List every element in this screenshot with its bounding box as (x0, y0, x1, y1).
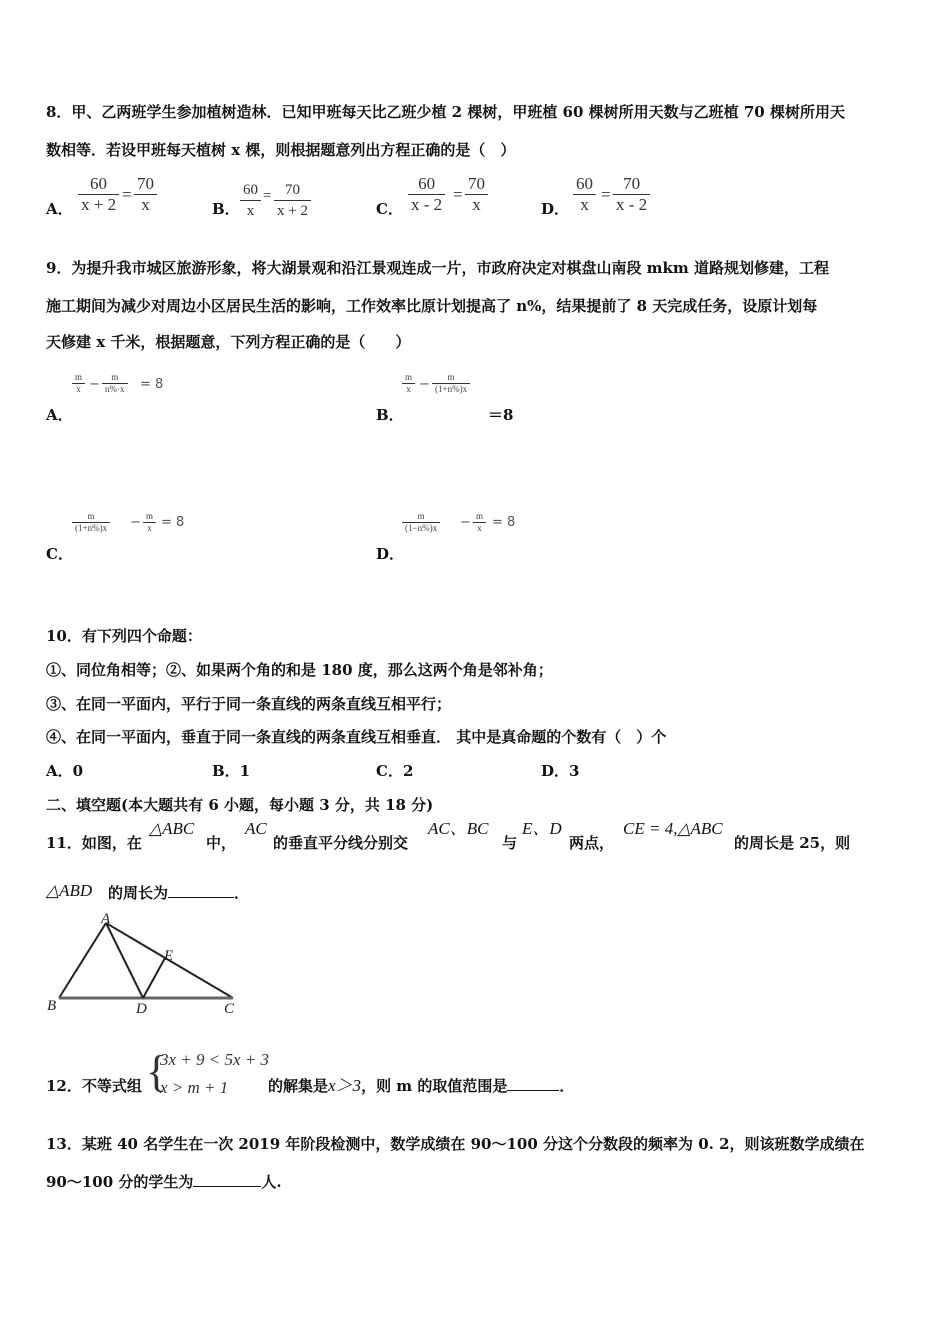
q11-math-e-d: E、D (522, 819, 562, 838)
equation-tail: = 8 (161, 515, 185, 530)
q11-text-2: 中， (206, 834, 237, 852)
denominator: (1+n%)x (72, 522, 110, 534)
equals-sign: = (263, 188, 272, 204)
label-e: E (164, 948, 174, 964)
q11-math-ac-bc: AC、BC (428, 819, 489, 838)
numerator: m (447, 372, 455, 382)
q11-math-triangle-abd: △ABD (46, 881, 93, 900)
numerator: m (405, 372, 413, 382)
q12-end: ． (559, 1077, 575, 1095)
q9-line3: 天修建 x 千米，根据题意，下列方程正确的是（ ） (46, 333, 411, 351)
numerator: 60 (90, 174, 108, 193)
q10-option-a: A．0 (46, 762, 84, 780)
answer-blank (193, 1172, 261, 1187)
equals-sign: = (601, 185, 611, 204)
q11-text-5: 两点， (569, 834, 615, 852)
label-d: D (136, 1001, 147, 1017)
q11-text-1: 11．如图，在 (46, 834, 142, 852)
inequality-2: x > m + 1 (160, 1078, 229, 1097)
q11-text-7: 的周长为 (108, 884, 169, 902)
q11-math-triangle-abc: △ABC (149, 819, 195, 838)
denominator: x (143, 522, 156, 534)
denominator: x (134, 194, 157, 215)
segment-ab (59, 923, 106, 998)
denominator: n%·x (102, 383, 128, 395)
q12-answer-line (268, 1076, 574, 1096)
q11-math-ce: CE = 4,△ABC (623, 819, 723, 838)
denominator: x (473, 522, 486, 534)
label-b: B (47, 998, 57, 1014)
option-label: C． (46, 545, 73, 563)
q13-line1: 13．某班 40 名学生在一次 2019 年阶段检测中，数学成绩在 90～100 分这个分数段的频率为 0. 2，则该班数学成绩在 (46, 1135, 865, 1153)
q12-lead: 12．不等式组 (46, 1077, 142, 1095)
denominator: x - 2 (613, 194, 650, 215)
denominator: x (465, 194, 488, 215)
triangle-figure (40, 908, 250, 1018)
label-a: A (101, 911, 111, 927)
equation-tail: = 8 (492, 515, 516, 530)
numerator: 70 (623, 174, 641, 193)
numerator: m (476, 511, 484, 521)
answer-blank (507, 1076, 559, 1091)
minus-sign: − (89, 377, 100, 392)
option-label: D． (376, 545, 405, 563)
answer-blank (168, 883, 234, 898)
denominator: x - 2 (408, 194, 445, 215)
q10-proposition-4: ④、在同一平面内，垂直于同一条直线的两条直线互相垂直． 其中是真命题的个数有（ ）个 (46, 728, 667, 746)
option-label: A． (46, 406, 73, 424)
q9-line1: 9．为提升我市城区旅游形象，将大湖景观和沿江景观连成一片，市政府决定对棋盘山南段 mkm 道路规划修建，工程 (46, 259, 830, 277)
numerator: m (111, 372, 119, 382)
numerator: m (417, 511, 425, 521)
equation-tail: = 8 (140, 377, 164, 392)
q12-mid: 的解集是 (268, 1077, 329, 1095)
numerator: 60 (576, 174, 593, 193)
minus-sign: − (130, 515, 141, 530)
denominator: x (573, 194, 596, 215)
denominator: x + 2 (274, 200, 311, 221)
minus-sign: − (419, 377, 430, 392)
option-label: A． (46, 200, 73, 218)
q11-text-4: 与 (502, 834, 518, 852)
numerator: m (75, 372, 83, 382)
equation-tail: ＝8 (488, 406, 514, 424)
equals-sign: = (122, 185, 132, 204)
q11-end: ． (234, 884, 250, 902)
numerator: 60 (243, 182, 258, 198)
q10-proposition-1-2: ①、同位角相等；②、如果两个角的和是 180 度，那么这两个角是邻补角； (46, 661, 553, 679)
numerator: m (146, 511, 154, 521)
q12-cond: x＞3 (328, 1076, 362, 1095)
q12-tail: ，则 m 的取值范围是 (361, 1077, 508, 1095)
q11-math-ac: AC (245, 819, 267, 838)
numerator: m (87, 511, 95, 521)
q11-answer-line (108, 883, 249, 903)
numerator: 70 (284, 182, 300, 198)
q10-title: 10．有下列四个命题： (46, 627, 202, 645)
equals-sign: = (453, 185, 463, 204)
q10-option-c: C．2 (376, 762, 414, 780)
option-label: B． (376, 406, 404, 424)
option-label: C． (376, 200, 403, 218)
q9-line2: 施工期间为减少对周边小区居民生活的影响，工作效率比原计划提高了 n%，结果提前了 8 天完成任务，设原计划每 (46, 297, 818, 315)
section-heading: 二、填空题(本大题共有 6 小题，每小题 3 分，共 18 分) (46, 796, 434, 814)
label-c: C (224, 1001, 235, 1017)
q8-line1: 8．甲、乙两班学生参加植树造林．已知甲班每天比乙班少植 2 棵树，甲班植 60 棵树所用天数与乙班植 70 棵树所用天 (46, 103, 845, 121)
q8-line2: 数相等．若设甲班每天植树 x 棵，则根据题意列出方程正确的是（ ） (46, 141, 516, 159)
option-label: D． (541, 200, 570, 218)
q11-text-6: 的周长是 25，则 (734, 834, 851, 852)
option-label: B． (212, 200, 240, 218)
denominator: (1+n%)x (432, 383, 470, 395)
inequality-1: 3x + 9 < 5x + 3 (160, 1050, 270, 1069)
numerator: 60 (418, 174, 436, 193)
q10-option-d: D．3 (541, 762, 580, 780)
denominator: x (240, 200, 261, 221)
numerator: 70 (137, 174, 154, 193)
denominator: (1−n%)x (402, 522, 440, 534)
numerator: 70 (468, 174, 485, 193)
q11-text-3: 的垂直平分线分别交 (273, 834, 409, 852)
q13-line2-a: 90～100 分的学生为 (46, 1173, 194, 1191)
q13-line2 (46, 1172, 282, 1192)
q10-option-b: B．1 (212, 762, 251, 780)
segment-de (143, 958, 165, 998)
minus-sign: − (460, 515, 471, 530)
denominator: x (402, 383, 415, 395)
q13-line2-b: 人. (261, 1173, 282, 1191)
system-brace: { (146, 1047, 168, 1096)
q10-proposition-3: ③、在同一平面内，平行于同一条直线的两条直线互相平行； (46, 695, 452, 713)
denominator: x (72, 383, 85, 395)
denominator: x + 2 (78, 194, 119, 215)
